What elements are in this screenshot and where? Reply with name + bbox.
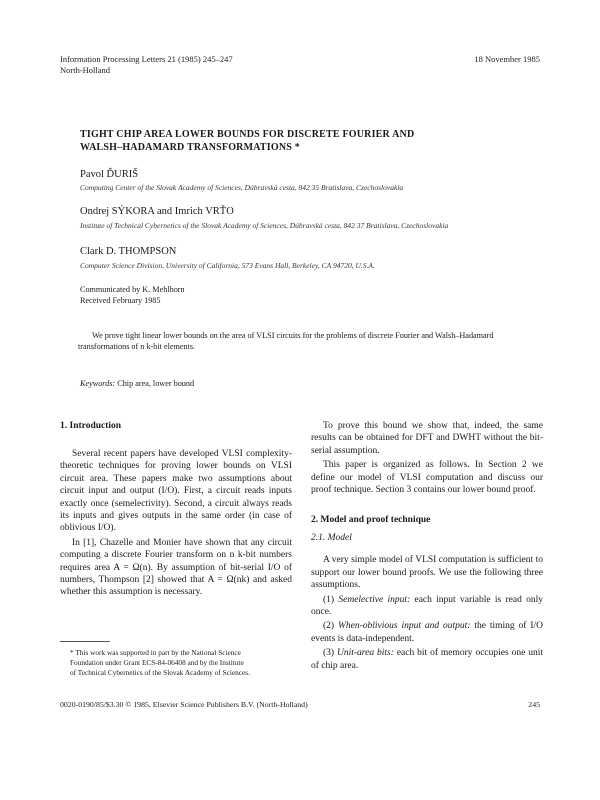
footnote-line-3: of Technical Cybernetics of the Slovak Academy of Sciences. (70, 668, 250, 677)
journal-citation: Information Processing Letters 21 (1985) 245–247 (60, 54, 233, 64)
right-paragraph-1: To prove this bound we show that, indeed, the same results can be obtained for DFT and DWHT without the bit-serial assumption. (311, 421, 543, 456)
communicated-by: Communicated by K. Mehlhorn (80, 285, 185, 294)
assumption-2 (311, 620, 543, 645)
assumption-2-number: (2) (323, 621, 335, 632)
affiliation-1: Computing Center of the Slovak Academy of Sciences, Dúbravská cesta, 842 35 Bratislava, Czechoslovakia (80, 183, 404, 192)
section-heading-model: 2. Model and proof technique (311, 515, 431, 526)
keywords-text: Chip area, lower bound (117, 379, 195, 388)
publisher: North-Holland (60, 65, 111, 75)
author-2: Ondrej SÝKORA and Imrich VRŤO (80, 206, 234, 217)
assumption-3-term: Unit-area bits: (337, 648, 394, 659)
journal-header (60, 54, 233, 76)
assumption-1 (311, 594, 543, 619)
assumption-1-number: (1) (323, 594, 335, 605)
copyright-line: 0020-0190/85/$3.30 © 1985, Elsevier Science Publishers B.V. (North-Holland) (60, 700, 308, 709)
assumption-2-term: When-oblivious input and output: (337, 621, 471, 632)
right-column (311, 420, 543, 674)
footnote-line-1: * This work was supported in part by the National Science (70, 648, 241, 657)
affiliation-3: Computer Science Division, University of California, 573 Evans Hall, Berkeley, CA 94720, U.S.A. (80, 261, 375, 270)
issue-date: 18 November 1985 (474, 54, 540, 64)
affiliation-2: Institute of Technical Cybernetics of the Slovak Academy of Sciences, Dúbravská cesta, 842 37 Bratislava, Czechoslovakia (80, 221, 449, 230)
keywords-label: Keywords: (80, 379, 116, 388)
received-date: Received February 1985 (80, 296, 161, 305)
right-paragraph-2: This paper is organized as follows. In Section 2 we define our model of VLSI computation and discuss our proof technique. Section 3 contains our lower bound proof. (311, 460, 543, 496)
intro-paragraph-1: Several recent papers have developed VLSI complexity-theoretic techniques for proving lower bounds on VLSI circuit area. These papers make two assumptions about circuit input and output (I/O). First, a circuit reads inputs exactly once (semelectivity). Second, a circuit always reads its inputs and gives outputs in the same order (in case of oblivious I/O). (60, 449, 292, 534)
assumption-1-text: each input variable is read only once. (311, 594, 544, 618)
left-column (60, 420, 292, 601)
assumption-3-text: each bit of memory occupies one unit of chip area. (311, 648, 544, 671)
section-heading-introduction: 1. Introduction (60, 421, 122, 431)
assumption-1-term: Semelective input: (338, 594, 411, 605)
assumption-2-text: the timing of I/O events is data-independent. (311, 621, 543, 644)
author-3: Clark D. THOMPSON (80, 246, 177, 257)
footnote-rule (60, 641, 110, 642)
author-1: Pavol ĎURIŠ (80, 169, 139, 180)
abstract: We prove tight linear lower bounds on the area of VLSI circuits for the problems of discrete Fourier and Walsh–Hadamard transformations of n k-bit elements. (78, 331, 494, 351)
intro-paragraph-2: In [1], Chazelle and Monier have shown that any circuit computing a discrete Fourier transform on n k-bit numbers requires area A = Ω(n). By assumption of bit-serial I/O of numbers, Thompson [2] showed that A = Ω(nk) and asked whether this assumption is necessary. (60, 537, 292, 598)
footnote-line-2: Foundation under Grant ECS-84-06408 and by the Institute (70, 658, 244, 667)
footnote (60, 648, 308, 678)
title-line-2: WALSH–HADAMARD TRANSFORMATIONS * (80, 142, 300, 153)
subsection-heading-model: 2.1. Model (311, 533, 352, 544)
right-paragraph-3: A very simple model of VLSI computation is sufficient to support our lower bound proofs. We use the following three assumptions. (311, 555, 543, 591)
title-line-1: TIGHT CHIP AREA LOWER BOUNDS FOR DISCRETE FOURIER AND (80, 129, 415, 140)
assumption-3 (311, 647, 543, 672)
paper-title (80, 128, 500, 154)
assumption-3-number: (3) (323, 648, 335, 659)
keywords (80, 378, 194, 389)
page-number: 245 (528, 700, 540, 709)
